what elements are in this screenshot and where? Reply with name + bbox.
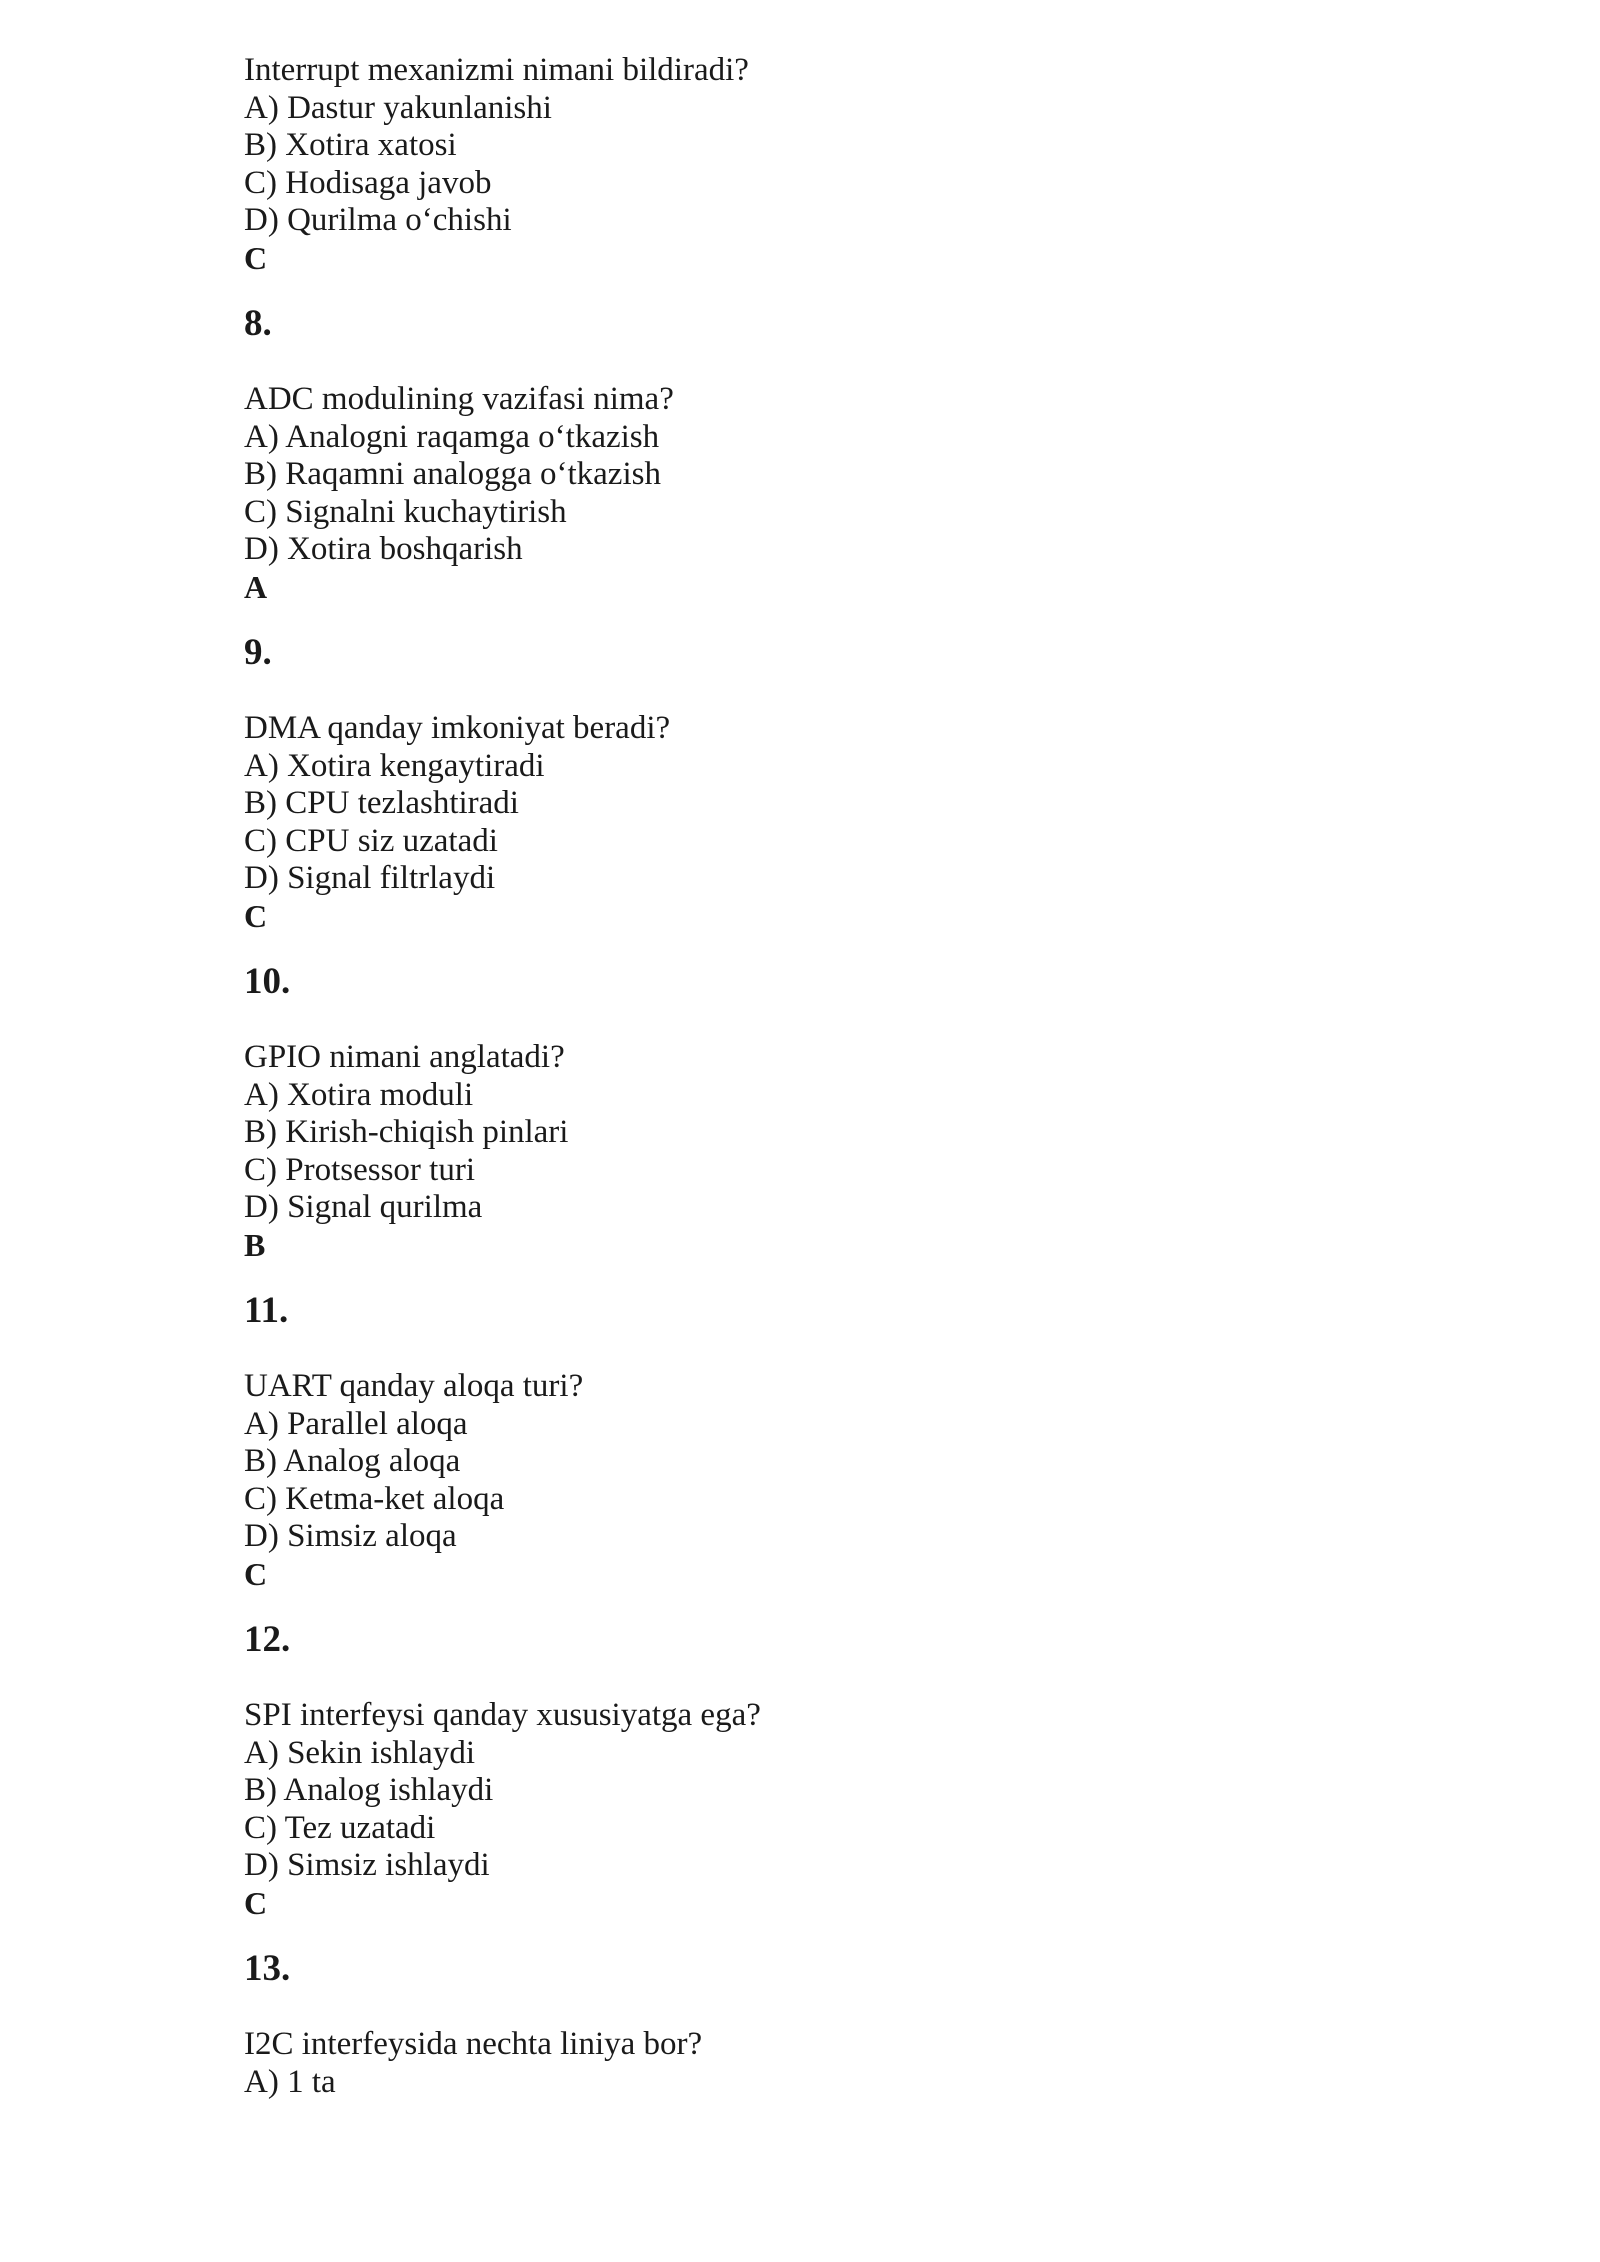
option-a: A) Dastur yakunlanishi bbox=[244, 89, 552, 126]
answer-key: C bbox=[244, 1884, 268, 1921]
question-text: GPIO nimani anglatadi? bbox=[244, 1039, 565, 1075]
question-text: DMA qanday imkoniyat beradi? bbox=[244, 710, 671, 746]
option-b: B) CPU tezlashtiradi bbox=[244, 785, 519, 821]
answer-key: B bbox=[244, 1226, 266, 1263]
answer-key: C bbox=[244, 1555, 268, 1592]
option-c: C) Signalni kuchaytirish bbox=[244, 493, 567, 530]
option-b: B) Kirish-chiqish pinlari bbox=[244, 1114, 569, 1150]
question-number: 13. bbox=[244, 1948, 291, 1989]
option-c: C) Protsessor turi bbox=[244, 1151, 475, 1188]
option-a: A) Parallel aloqa bbox=[244, 1405, 468, 1442]
question-text: ADC modulining vazifasi nima? bbox=[244, 381, 674, 417]
option-d: D) Signal filtrlaydi bbox=[244, 860, 496, 896]
question-block bbox=[244, 961, 1444, 1264]
option-d: D) Xotira boshqarish bbox=[244, 531, 523, 567]
option-d: D) Signal qurilma bbox=[244, 1189, 483, 1225]
option-c: C) CPU siz uzatadi bbox=[244, 822, 498, 859]
question-block bbox=[244, 1619, 1444, 1922]
question-block bbox=[244, 52, 1444, 277]
question-number: 11. bbox=[244, 1290, 289, 1331]
option-d: D) Simsiz ishlaydi bbox=[244, 1847, 490, 1883]
option-a: A) Xotira moduli bbox=[244, 1076, 474, 1113]
option-a: A) 1 ta bbox=[244, 2063, 336, 2100]
question-text: SPI interfeysi qanday xususiyatga ega? bbox=[244, 1697, 761, 1733]
option-b: B) Xotira xatosi bbox=[244, 127, 457, 163]
question-text: Interrupt mexanizmi nimani bildiradi? bbox=[244, 52, 749, 88]
question-number: 8. bbox=[244, 303, 272, 344]
option-a: A) Xotira kengaytiradi bbox=[244, 747, 545, 784]
question-block bbox=[244, 1290, 1444, 1593]
option-a: A) Sekin ishlaydi bbox=[244, 1734, 475, 1771]
option-a: A) Analogni raqamga oʻtkazish bbox=[244, 418, 660, 455]
answer-key: A bbox=[244, 568, 268, 605]
answer-key: C bbox=[244, 239, 268, 276]
option-b: B) Analog ishlaydi bbox=[244, 1772, 494, 1808]
question-block bbox=[244, 1948, 1444, 2101]
question-number: 12. bbox=[244, 1619, 291, 1660]
option-c: C) Hodisaga javob bbox=[244, 164, 492, 201]
question-block bbox=[244, 303, 1444, 606]
question-text: UART qanday aloqa turi? bbox=[244, 1368, 584, 1404]
option-c: C) Ketma-ket aloqa bbox=[244, 1480, 505, 1517]
option-c: C) Tez uzatadi bbox=[244, 1809, 436, 1846]
question-number: 9. bbox=[244, 632, 272, 673]
option-b: B) Analog aloqa bbox=[244, 1443, 461, 1479]
document-page bbox=[244, 52, 1444, 2101]
option-d: D) Simsiz aloqa bbox=[244, 1518, 457, 1554]
question-text: I2C interfeysida nechta liniya bor? bbox=[244, 2026, 703, 2062]
question-block bbox=[244, 632, 1444, 935]
option-d: D) Qurilma oʻchishi bbox=[244, 202, 512, 238]
option-b: B) Raqamni analogga oʻtkazish bbox=[244, 456, 661, 492]
answer-key: C bbox=[244, 897, 268, 934]
question-number: 10. bbox=[244, 961, 291, 1002]
